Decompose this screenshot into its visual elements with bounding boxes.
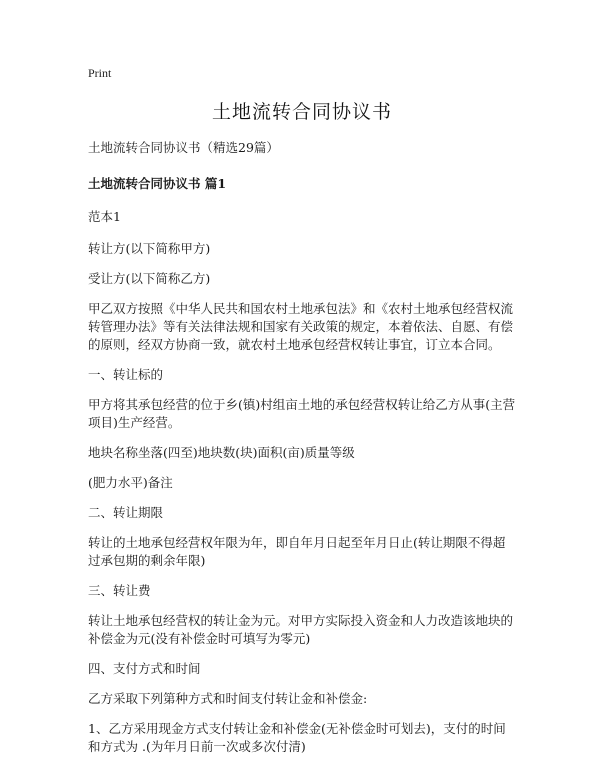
paragraph-term: 转让的土地承包经营权年限为年，即自年月日起至年月日止(转让期限不得超过承包期的剩余年限) <box>88 535 506 568</box>
clause-heading-subject: 一、转让标的 <box>88 367 164 382</box>
paragraph-plot-remarks: (肥力水平)备注 <box>88 475 173 490</box>
paragraph-payment-intro: 乙方采取下列第种方式和时间支付转让金和补偿金: <box>88 691 368 706</box>
document-title: 土地流转合同协议书 <box>211 101 392 123</box>
document-subtitle: 土地流转合同协议书（精选29篇） <box>88 140 279 155</box>
paragraph-subject: 甲方将其承包经营的位于乡(镇)村组亩土地的承包经营权转让给乙方从事(主营项目)生产经营。 <box>88 397 516 430</box>
clause-heading-fee: 三、转让费 <box>88 583 151 598</box>
paragraph-preamble: 甲乙双方按照《中华人民共和国农村土地承包法》和《农村土地承包经营权流转管理办法》等有关法律法规和国家有关政策的规定，本着依法、自愿、有偿的原则，经双方协商一致，就农村土地承包经营权转让事宜，订立本合同。 <box>88 301 514 352</box>
print-link[interactable]: Print <box>88 66 112 80</box>
section-heading: 土地流转合同协议书 篇1 <box>88 176 227 191</box>
paragraph-transferor: 转让方(以下简称甲方) <box>88 241 211 256</box>
clause-heading-payment: 四、支付方式和时间 <box>88 661 201 676</box>
clause-heading-term: 二、转让期限 <box>88 505 164 520</box>
paragraph-plot-fields: 地块名称坐落(四至)地块数(块)面积(亩)质量等级 <box>88 445 355 460</box>
paragraph-transferee: 受让方(以下简称乙方) <box>88 271 211 286</box>
paragraph-fee: 转让土地承包经营权的转让金为元。对甲方实际投入资金和人力改造该地块的补偿金为元(没有补偿金时可填写为零元) <box>88 613 514 646</box>
paragraph-template-label: 范本1 <box>88 209 121 224</box>
paragraph-payment-option-1: 1、乙方采用现金方式支付转让金和补偿金(无补偿金时可划去)，支付的时间和方式为 .(为年月日前一次或多次付清) <box>88 721 506 754</box>
